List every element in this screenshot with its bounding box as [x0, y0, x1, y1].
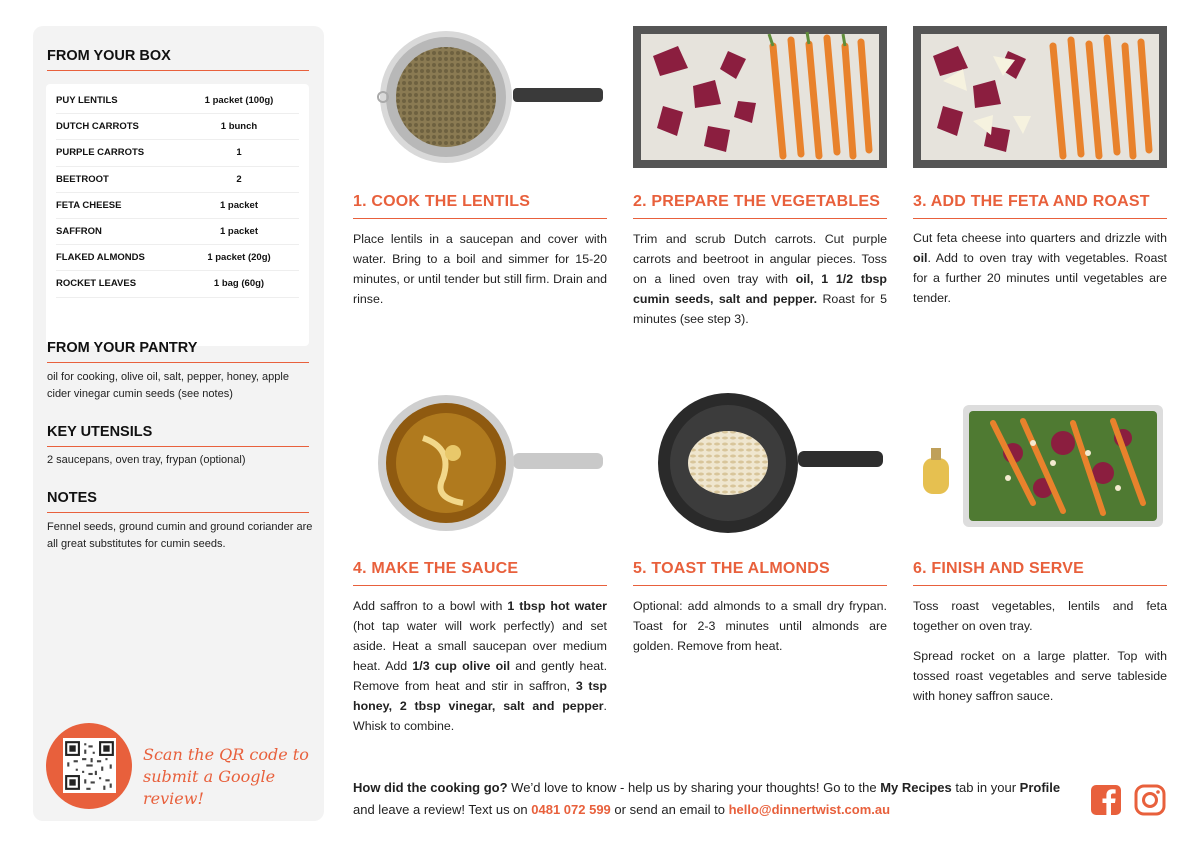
footer-text-1: We’d love to know - help us by sharing your thoughts! Go to the [507, 780, 881, 795]
ingredient-qty: 1 bag (60g) [213, 278, 265, 290]
from-your-box-heading: FROM YOUR BOX [47, 48, 309, 71]
finished-platter-image [913, 393, 1167, 535]
almonds-frypan-image [633, 393, 887, 535]
step-6-text-2: Spread rocket on a large platter. Top with tossed roast vegetables and serve tableside with honey saffron sauce. [913, 649, 1167, 703]
ingredient-qty: 1 packet [219, 226, 259, 238]
profile-link[interactable]: Profile [1019, 780, 1061, 795]
footer-text-3: and leave a review! Text us on [353, 802, 532, 817]
step-2-body [633, 229, 887, 339]
ingredient-row [56, 114, 299, 140]
step-1-title: 1. COOK THE LENTILS [353, 193, 607, 219]
step-6-title: 6. FINISH AND SERVE [913, 560, 1167, 586]
ingredient-qty: 1 [236, 147, 242, 159]
step-2-text-a: Trim and scrub Dutch carrots. Cut purple carrots and beetroot in angular pieces. Toss on a lined oven tray with [633, 232, 887, 286]
ingredient-name: SAFFRON [56, 226, 102, 238]
ingredient-row [56, 167, 299, 193]
ingredient-qty: 1 packet (20g) [207, 252, 271, 264]
ingredient-qty: 1 bunch [220, 121, 258, 133]
step-4-text-g: . Whisk to combine. [353, 699, 607, 733]
footer-text-2: tab in your [951, 780, 1020, 795]
qr-caption [143, 744, 324, 810]
ingredient-name: ROCKET LEAVES [56, 278, 137, 290]
step-5-title: 5. TOAST THE ALMONDS [633, 560, 887, 586]
ingredient-row [56, 193, 299, 219]
my-recipes-link[interactable]: My Recipes [880, 780, 952, 795]
step-4-title: 4. MAKE THE SAUCE [353, 560, 607, 586]
instagram-icon[interactable] [1134, 784, 1166, 816]
ingredient-name: DUTCH CARROTS [56, 121, 139, 133]
email-link[interactable]: hello@dinnertwist.com.au [728, 802, 891, 817]
ingredient-row [56, 219, 299, 245]
step-4-text-d: 1/3 cup olive oil [412, 659, 511, 673]
ingredient-name: BEETROOT [56, 173, 109, 185]
phone-link[interactable]: 0481 072 599 [531, 802, 611, 817]
step-6-text-1: Toss roast vegetables, lentils and feta together on oven tray. [913, 599, 1167, 633]
step-3-title: 3. ADD THE FETA AND ROAST [913, 193, 1167, 219]
utensils-text: 2 saucepans, oven tray, frypan (optional) [47, 454, 246, 466]
saffron-sauce-image [353, 393, 607, 535]
qr-caption-line2: submit a Google review! [143, 767, 276, 808]
qr-caption-line1: Scan the QR code to [143, 745, 309, 764]
qr-code-icon[interactable] [63, 738, 116, 793]
ingredient-row [56, 245, 299, 271]
ingredient-qty: 1 packet (100g) [204, 95, 274, 107]
sidebar [33, 26, 324, 821]
step-4-text-b: 1 tbsp hot water [507, 599, 607, 613]
step-4-text-a: Add saffron to a bowl with [353, 599, 508, 613]
step-4-body [353, 596, 607, 746]
footer-text-4: or send an email to [610, 802, 729, 817]
step-2-title: 2. PREPARE THE VEGETABLES [633, 193, 887, 219]
footer-question: How did the cooking go? [353, 780, 508, 795]
step-4-text-e: and gently heat. Remove from heat and stir in saffron, [353, 659, 608, 693]
step-5-text: Optional: add almonds to a small dry frypan. Toast for 2-3 minutes until almonds are golden. Remove from heat. [633, 599, 887, 653]
pantry-heading: FROM YOUR PANTRY [47, 340, 309, 363]
ingredient-qty: 1 packet [219, 199, 259, 211]
vegetables-tray-image [633, 26, 887, 168]
ingredient-name: PUY LENTILS [56, 95, 118, 107]
ingredient-row [56, 271, 299, 297]
step-5-body [633, 596, 887, 666]
step-1-text: Place lentils in a saucepan and cover with water. Bring to a boil and simmer for 15-20 minutes, or until tender but still firm. Drain and rinse. [353, 232, 607, 306]
step-3-text-b: oil [913, 251, 928, 265]
step-4-text-f: 3 tsp honey, 2 tbsp vinegar, salt and pepper [353, 679, 607, 713]
step-3-body [913, 228, 1167, 318]
ingredient-row [56, 88, 299, 114]
step-1-body [353, 229, 607, 319]
qr-badge[interactable] [46, 723, 132, 809]
feedback-footer [353, 777, 1073, 821]
step-6-body [913, 596, 1167, 716]
ingredient-name: FETA CHEESE [56, 199, 122, 211]
ingredients-table [46, 84, 309, 346]
ingredient-name: PURPLE CARROTS [56, 147, 145, 159]
step-3-text-a: Cut feta cheese into quarters and drizzle with [913, 231, 1167, 245]
facebook-icon[interactable] [1090, 784, 1122, 816]
step-2-text-b: oil, 1 1/2 tbsp cumin seeds, salt and pepper. [633, 272, 887, 306]
utensils-heading: KEY UTENSILS [47, 424, 309, 447]
step-3-text-c: . Add to oven tray with vegetables. Roast for a further 20 minutes until vegetables are tender. [913, 251, 1167, 305]
step-2-text-c: Roast for 5 minutes (see step 3). [633, 292, 887, 326]
notes-heading: NOTES [47, 490, 309, 513]
notes-text: Fennel seeds, ground cumin and ground coriander are all great substitutes for cumin seeds. [47, 521, 313, 550]
step-4-text-c: (hot tap water will work perfectly) and set aside. Heat a small saucepan over medium heat. Add [353, 619, 607, 673]
feta-tray-image [913, 26, 1167, 168]
ingredient-qty: 2 [236, 173, 242, 185]
pantry-text: oil for cooking, olive oil, salt, pepper, honey, apple cider vinegar cumin seeds (see notes) [47, 371, 289, 400]
ingredient-row [56, 140, 299, 166]
lentils-strainer-image [353, 26, 607, 168]
ingredient-name: FLAKED ALMONDS [56, 252, 145, 264]
